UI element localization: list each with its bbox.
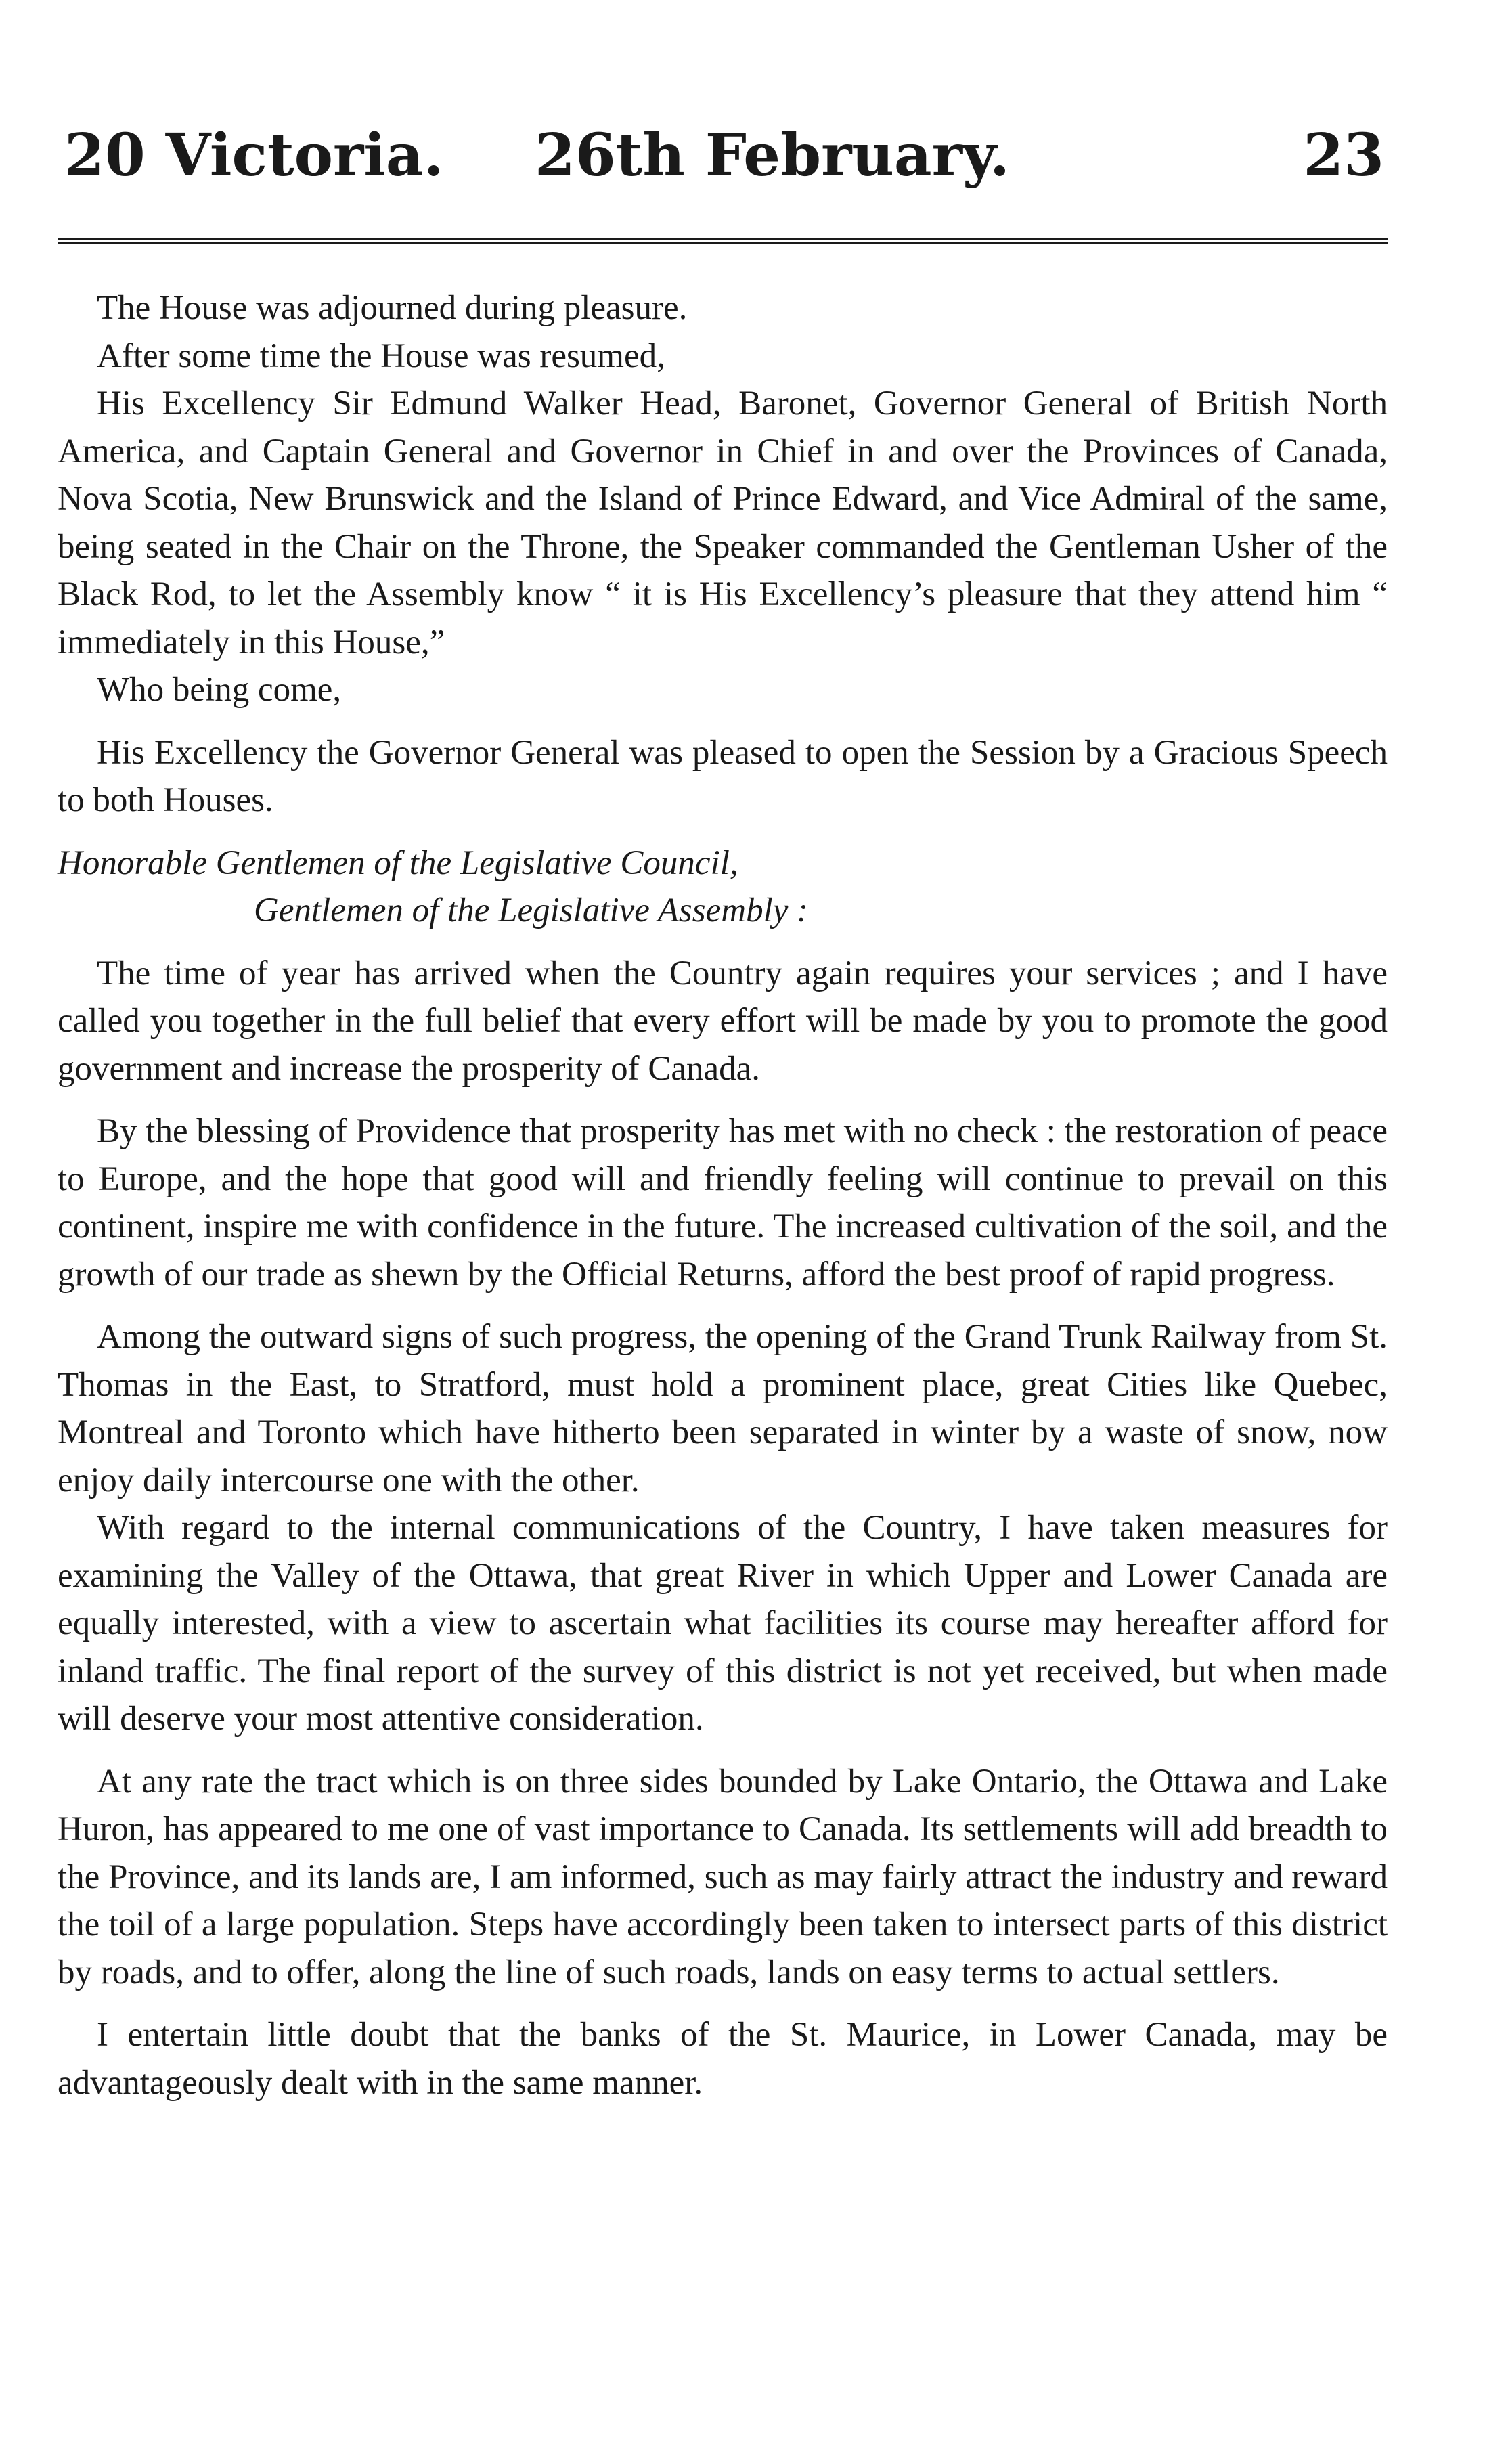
document-body: [58, 284, 1388, 2107]
paragraph-adjourned: The House was adjourned during pleasure.: [97, 289, 688, 327]
header-regnal-year: 20 Victoria.: [64, 121, 444, 190]
header-date: 26th February.: [535, 121, 1010, 190]
paragraph-who-being-come: Who being come,: [97, 671, 342, 709]
paragraph-internal-communications: With regard to the internal communications of the Country, I have taken measures for examining the Valley of the Ottawa, that great River in which Upper and Lower Canada are equally interested, with a view to ascertain what facilities its course may hereafter afford for inland traffic. The final report of the survey of this district is not yet received, but when made will deserve your most attentive consideration.: [58, 1509, 1388, 1738]
paragraph-st-maurice: I entertain little doubt that the banks of the St. Maurice, in Lower Canada, may be advantageously dealt with in the same manner.: [58, 2016, 1388, 2102]
paragraph-governor-seated: His Excellency Sir Edmund Walker Head, Baronet, Governor General of British North America, and Captain General and Governor in Chief in and over the Provinces of Canada, Nova Scotia, New Brunswick and the Island of Prince Edward, and Vice Admiral of the same, being seated in the Chair on the Throne, the Speaker commanded the Gentleman Usher of the Black Rod, to let the Assembly know “ it is His Excellency’s pleasure that they attend him “ immediately in this House,”: [58, 384, 1388, 661]
header-rule: [58, 238, 1388, 244]
paragraph-time-of-year: The time of year has arrived when the Country again requires your services ; and I have called you together in the full belief that every effort will be made by you to promote the good government and increase the prosperity of Canada.: [58, 954, 1388, 1088]
paragraph-resumed: After some time the House was resumed,: [97, 336, 665, 375]
address-legislative-council: Honorable Gentlemen of the Legislative Council,: [58, 843, 738, 882]
page-number: 23: [1303, 121, 1384, 190]
paragraph-providence: By the blessing of Providence that prosperity has met with no check : the restoration of peace to Europe, and the hope that good will and friendly feeling will continue to prevail on this continent, inspire me with confidence in the future. The increased cultivation of the soil, and the growth of our trade as shewn by the Official Returns, afford the best proof of rapid progress.: [58, 1112, 1388, 1294]
paragraph-opening-speech: His Excellency the Governor General was pleased to open the Session by a Gracious Speech to both Houses.: [58, 733, 1388, 819]
paragraph-grand-trunk: Among the outward signs of such progress, the opening of the Grand Trunk Railway from St. Thomas in the East, to Stratford, must hold a prominent place, great Cities like Quebec, Montreal and Toronto which have hitherto been separated in winter by a waste of snow, now enjoy daily intercourse one with the other.: [58, 1318, 1388, 1499]
address-legislative-assembly: Gentlemen of the Legislative Assembly :: [254, 892, 809, 929]
paragraph-tract-settlements: At any rate the tract which is on three sides bounded by Lake Ontario, the Ottawa and Lake Huron, has appeared to me one of vast importance to Canada. Its settlements will add breadth to the Province, and its lands are, I am informed, such as may fairly attract the industry and reward the toil of a large population. Steps have accordingly been taken to intersect parts of this district by roads, and to offer, along the line of such roads, lands on easy terms to actual settlers.: [58, 1762, 1388, 1992]
page-header: [64, 115, 1384, 196]
